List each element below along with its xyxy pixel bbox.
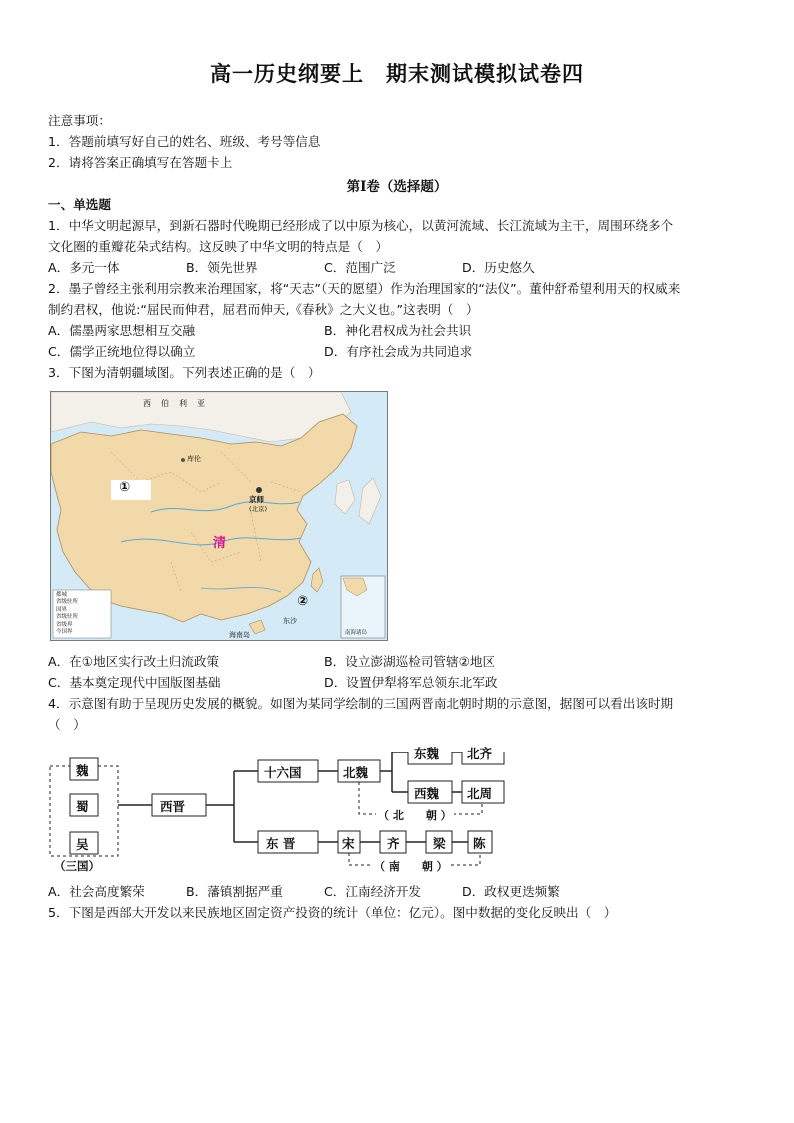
label-eastern-wei: 东魏	[414, 746, 440, 761]
map-label-siberia: 西 伯 利 亚	[143, 399, 206, 408]
legend-item: 都城	[56, 592, 68, 598]
label-song: 宋	[342, 836, 355, 851]
label-liang: 梁	[433, 836, 446, 851]
question-3-option-c: C．基本奠定现代中国版图基础	[48, 675, 221, 690]
label-shu: 蜀	[76, 799, 89, 814]
notice-item: 1．答题前填写好自己的姓名、班级、考号等信息	[48, 134, 321, 149]
question-2-stem: 制约君权，他说:“屈民而伸君，屈君而伸天,《春秋》之大义也。”这表明（ ）	[48, 302, 479, 317]
caption-three-kingdoms: （三国）	[54, 859, 100, 873]
map-label-hainan: 海南岛	[229, 631, 250, 639]
question-4-option-c: C．江南经济开发	[324, 884, 421, 899]
map-label-kulun: 库伦	[187, 455, 201, 463]
part-title: 一、单选题	[48, 197, 111, 212]
page-title: 高一历史纲要上 期末测试模拟试卷四	[210, 62, 584, 86]
map-legend	[56, 592, 78, 636]
map-graphic	[51, 392, 387, 640]
notice-heading: 注意事项：	[48, 113, 111, 128]
capital-dot	[256, 487, 262, 493]
label-qi: 齐	[387, 836, 400, 851]
map-label-dongsha: 东沙	[283, 617, 297, 625]
map-marker-2: ②	[297, 594, 309, 609]
label-wu: 吴	[76, 837, 89, 852]
question-2-option-d: D．有序社会成为共同追求	[324, 344, 473, 359]
question-1-option-c: C．范围广泛	[324, 260, 396, 275]
qing-territory-map	[50, 391, 388, 641]
map-label-qing: 清	[213, 536, 227, 551]
map-label-capital-note: (北京)	[249, 505, 268, 513]
legend-item: 省级界	[56, 621, 73, 628]
question-1-stem: 1．中华文明起源早，到新石器时代晚期已经形成了以中原为核心，以黄河流域、长江流域为主干，周围环绕多个	[48, 218, 674, 233]
legend-item: 省级驻所	[56, 614, 79, 621]
question-1-option-a: A．多元一体	[48, 260, 120, 275]
label-sixteen-kingdoms: 十六国	[264, 765, 302, 780]
question-2-option-c: C．儒学正统地位得以确立	[48, 344, 196, 359]
legend-item: 省级驻所	[56, 599, 79, 606]
question-2-option-a: A．儒墨两家思想相互交融	[48, 323, 196, 338]
dynasty-diagram	[46, 746, 506, 876]
label-northern-qi: 北齐	[467, 746, 493, 761]
question-3-option-a: A．在①地区实行改土归流政策	[48, 654, 220, 669]
label-northern-zhou: 北周	[467, 786, 493, 801]
map-label-capital: 京师	[249, 495, 264, 504]
question-4-option-d: D．政权更迭频繁	[462, 884, 560, 899]
question-1-option-d: D．历史悠久	[462, 260, 535, 275]
label-eastern-jin: 东 晋	[266, 836, 296, 851]
question-3-stem: 3．下图为清朝疆域图。下列表述正确的是（ ）	[48, 365, 321, 380]
label-northern-wei: 北魏	[343, 765, 369, 780]
kulun-dot	[181, 458, 185, 462]
question-4-stem: 4．示意图有助于呈现历史发展的概貌。如图为某同学绘制的三国两晋南北朝时期的示意图，据图可以看出该时期	[48, 696, 674, 711]
label-chen: 陈	[473, 836, 486, 851]
map-marker-1-area	[111, 480, 151, 500]
legend-item: 国界	[56, 606, 68, 613]
question-4-stem: （ ）	[48, 717, 86, 732]
question-1-option-b: B．领先世界	[186, 260, 258, 275]
caption-southern-dynasties: （ 南 朝 ）	[374, 860, 448, 873]
map-marker-1: ①	[119, 480, 131, 495]
question-3-option-b: B．设立澎湖巡检司管辖②地区	[324, 654, 496, 669]
legend-item: 今国界	[56, 629, 73, 636]
question-4-option-a: A．社会高度繁荣	[48, 884, 145, 899]
label-western-wei: 西魏	[414, 786, 440, 801]
question-5-stem: 5．下图是西部大开发以来民族地区固定资产投资的统计（单位：亿元）。图中数据的变化反映出（ ）	[48, 905, 617, 920]
question-2-stem: 2．墨子曾经主张利用宗教来治理国家，将“天志”（天的愿望）作为治理国家的“法仪”。董仲舒希望利用天的权威来	[48, 281, 681, 296]
question-2-option-b: B．神化君权成为社会共识	[324, 323, 472, 338]
question-3-option-d: D．设置伊犁将军总领东北军政	[324, 675, 498, 690]
label-western-jin: 西晋	[160, 799, 186, 814]
map-inset-label: 南海诸岛	[345, 630, 368, 636]
label-wei: 魏	[76, 763, 89, 778]
caption-northern-dynasties: （ 北 朝 ）	[378, 809, 452, 822]
question-4-option-b: B．藩镇割据严重	[186, 884, 283, 899]
question-1-stem: 文化圈的重瓣花朵式结构。这反映了中华文明的特点是（ ）	[48, 239, 389, 254]
section-title: 第I卷（选择题）	[346, 179, 448, 195]
notice-item: 2．请将答案正确填写在答题卡上	[48, 155, 233, 170]
